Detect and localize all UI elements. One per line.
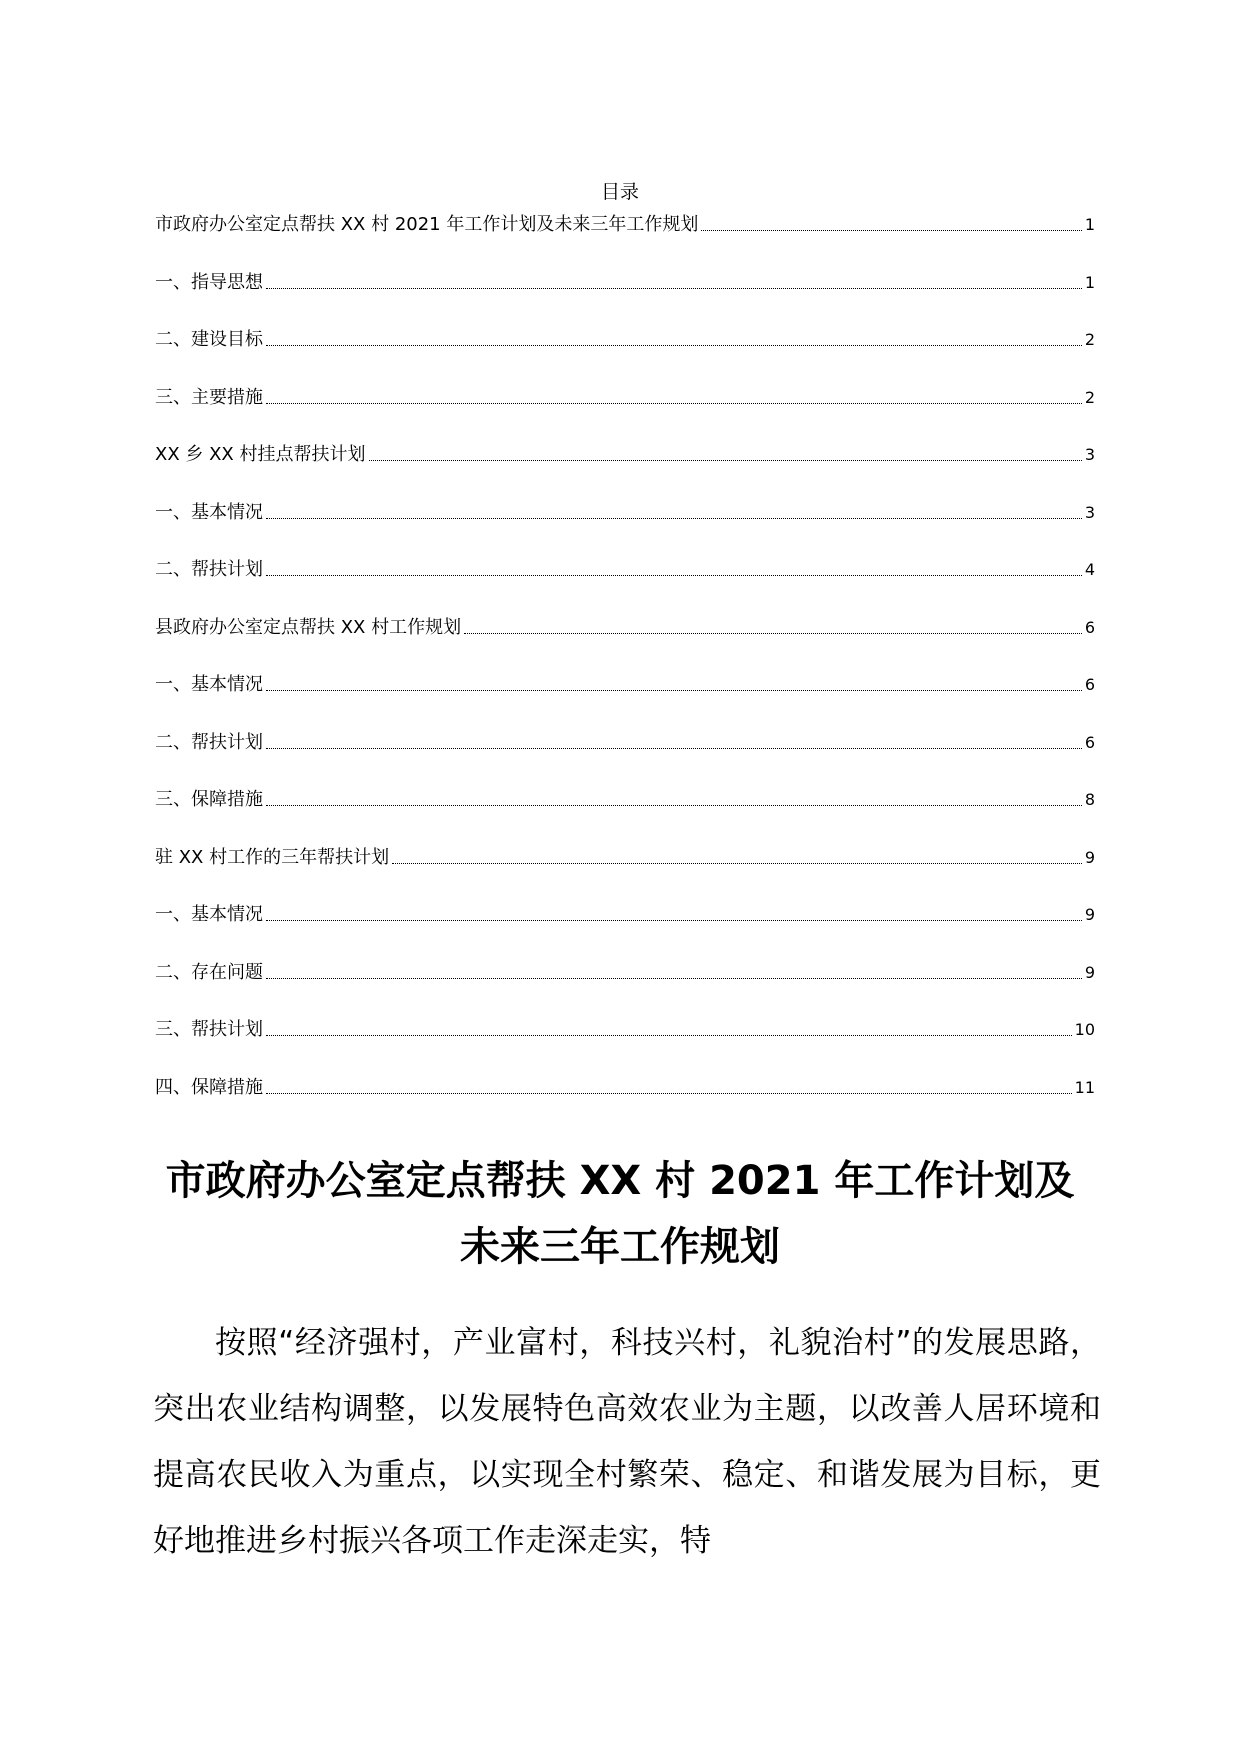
table-of-contents — [155, 214, 1095, 1099]
toc-page-number: 6 — [1084, 675, 1095, 694]
toc-dot-leader — [266, 575, 1082, 576]
toc-entry-text: 三、主要措施 — [155, 386, 263, 408]
toc-page-number: 3 — [1084, 502, 1095, 522]
toc-dot-leader — [266, 1093, 1072, 1094]
toc-dot-leader — [266, 345, 1082, 346]
toc-entry[interactable] — [155, 524, 1095, 582]
toc-entry-text: 一、基本情况 — [155, 904, 263, 925]
toc-entry[interactable] — [155, 1041, 1095, 1099]
toc-entry-text: 县政府办公室定点帮扶 XX 村工作规划 — [155, 616, 462, 638]
toc-page-number: 6 — [1084, 732, 1095, 752]
toc-dot-leader — [369, 460, 1082, 461]
toc-page-number: 6 — [1084, 617, 1095, 637]
toc-entry-text: 二、存在问题 — [155, 961, 263, 983]
toc-entry-text: 三、帮扶计划 — [155, 1019, 263, 1040]
toc-page-number: 9 — [1084, 905, 1095, 924]
toc-entry[interactable] — [155, 926, 1095, 984]
toc-entry[interactable] — [155, 236, 1095, 294]
toc-page-number: 11 — [1074, 1077, 1095, 1097]
toc-page-number: 1 — [1084, 272, 1095, 292]
toc-dot-leader — [266, 978, 1082, 979]
toc-entry[interactable] — [155, 754, 1095, 812]
toc-title: 目录 — [600, 181, 639, 203]
toc-entry-text: 四、保障措施 — [155, 1076, 263, 1098]
toc-entry-text: 二、帮扶计划 — [155, 559, 263, 580]
toc-entry[interactable] — [155, 214, 1095, 236]
toc-entry[interactable] — [155, 409, 1095, 467]
toc-entry-text: 二、建设目标 — [155, 329, 263, 350]
toc-dot-leader — [266, 288, 1082, 289]
toc-entry[interactable] — [155, 869, 1095, 927]
toc-entry-text: 市政府办公室定点帮扶 XX 村 2021 年工作计划及未来三年工作规划 — [155, 214, 699, 235]
toc-dot-leader — [266, 748, 1082, 749]
toc-entry-text: 二、帮扶计划 — [155, 731, 263, 753]
toc-entry[interactable] — [155, 696, 1095, 754]
toc-entry[interactable] — [155, 466, 1095, 524]
toc-entry[interactable] — [155, 811, 1095, 869]
toc-page-number: 2 — [1084, 387, 1095, 407]
toc-entry-text: 三、保障措施 — [155, 789, 263, 810]
body-paragraph: 按照“经济强村，产业富村，科技兴村，礼貌治村”的发展思路，突出农业结构调整，以发展特色高效农业为主题，以改善人居环境和提高农民收入为重点，以实现全村繁荣、稳定、和谐发展为目标，更好地推进乡村振兴各项工作走深走实，特 — [153, 1325, 1101, 1559]
toc-page-number: 9 — [1084, 962, 1095, 982]
toc-dot-leader — [266, 690, 1082, 691]
toc-entry-text: 一、指导思想 — [155, 271, 263, 293]
toc-page-number: 1 — [1084, 215, 1095, 234]
toc-dot-leader — [266, 920, 1082, 921]
toc-page-number: 9 — [1084, 847, 1095, 867]
toc-entry-text: XX 乡 XX 村挂点帮扶计划 — [155, 444, 366, 465]
toc-page-number: 10 — [1074, 1020, 1095, 1039]
toc-page-number: 2 — [1084, 330, 1095, 349]
toc-dot-leader — [266, 1035, 1072, 1036]
toc-entry[interactable] — [155, 984, 1095, 1042]
toc-entry-text: 一、基本情况 — [155, 674, 263, 695]
toc-dot-leader — [266, 403, 1082, 404]
toc-page-number: 3 — [1084, 445, 1095, 464]
toc-dot-leader — [266, 518, 1082, 519]
toc-entry-text: 驻 XX 村工作的三年帮扶计划 — [155, 846, 390, 868]
toc-entry[interactable] — [155, 351, 1095, 409]
toc-entry[interactable] — [155, 581, 1095, 639]
toc-page-number: 8 — [1084, 790, 1095, 809]
toc-page-number: 4 — [1084, 560, 1095, 579]
toc-entry-text: 一、基本情况 — [155, 501, 263, 523]
toc-dot-leader — [464, 633, 1082, 634]
toc-dot-leader — [266, 805, 1082, 806]
document-heading: 市政府办公室定点帮扶 XX 村 2021 年工作计划及未来三年工作规划 — [165, 1158, 1075, 1270]
toc-entry[interactable] — [155, 639, 1095, 697]
toc-dot-leader — [392, 863, 1082, 864]
toc-entry[interactable] — [155, 294, 1095, 352]
toc-dot-leader — [701, 230, 1081, 231]
